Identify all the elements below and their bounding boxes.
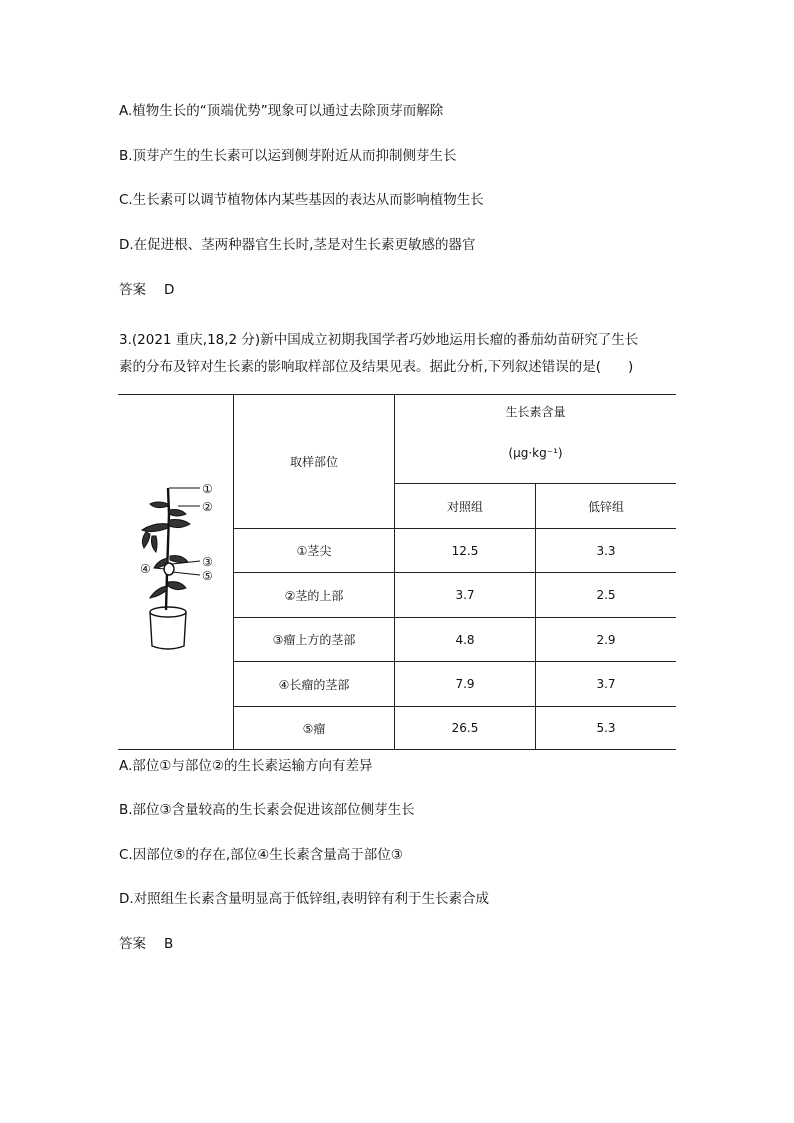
option-b: B.顶芽产生的生长素可以运到侧芽附近从而抑制侧芽生长 — [119, 148, 457, 164]
header-content: 生长素含量 — [505, 404, 566, 419]
row-control: 12.5 — [451, 543, 479, 558]
row-control: 7.9 — [455, 677, 475, 691]
row-lowzinc: 2.9 — [596, 632, 616, 647]
row-site: ①茎尖 — [296, 544, 332, 558]
header-lowzinc: 低锌组 — [587, 499, 624, 514]
row-site: ⑤瘤 — [302, 721, 326, 736]
label-1: ① — [202, 482, 213, 496]
row-control: 26.5 — [451, 721, 479, 735]
label-2: ② — [202, 500, 213, 514]
question-3-line-2: 素的分布及锌对生长素的影响取样部位及结果见表。据此分析,下列叙述错误的是( ) — [119, 359, 634, 375]
answer-value: B — [164, 936, 174, 952]
row-lowzinc: 3.3 — [596, 543, 616, 558]
row-control: 3.7 — [455, 588, 475, 602]
label-4: ④ — [140, 562, 151, 576]
header-unit: (μg·kg⁻¹) — [508, 446, 563, 460]
label-3: ③ — [202, 555, 213, 569]
option-a: A.植物生长的“顶端优势”现象可以通过去除顶芽而解除 — [119, 103, 444, 119]
row-site: ②茎的上部 — [284, 588, 344, 603]
question-3 — [119, 327, 679, 381]
row-site: ③瘤上方的茎部 — [272, 633, 356, 647]
question-3-line-1: 3.(2021 重庆,18,2 分)新中国成立初期我国学者巧妙地运用长瘤的番茄幼苗研究了生长 — [119, 332, 639, 348]
tomato-seedling-illustration — [128, 474, 228, 654]
option-d: D.在促进根、茎两种器官生长时,茎是对生长素更敏感的器官 — [119, 237, 476, 253]
row-lowzinc: 2.5 — [596, 588, 616, 602]
header-site: 取样部位 — [289, 454, 338, 469]
row-control: 4.8 — [455, 632, 475, 647]
q3-option-c: C.因部位⑤的存在,部位④生长素含量高于部位③ — [119, 847, 403, 863]
option-c: C.生长素可以调节植物体内某些基因的表达从而影响植物生长 — [119, 192, 484, 208]
q3-option-d: D.对照组生长素含量明显高于低锌组,表明锌有利于生长素合成 — [119, 891, 489, 907]
row-site: ④长瘤的茎部 — [278, 677, 350, 692]
label-5: ⑤ — [202, 569, 213, 583]
answer-label: 答案 — [119, 282, 146, 298]
row-lowzinc: 3.7 — [596, 677, 616, 691]
answer-label: 答案 — [119, 936, 146, 952]
header-control: 对照组 — [446, 499, 483, 514]
q3-option-a: A.部位①与部位②的生长素运输方向有差异 — [119, 758, 373, 774]
q3-option-b: B.部位③含量较高的生长素会促进该部位侧芽生长 — [119, 802, 415, 818]
answer-2 — [119, 934, 173, 954]
answer-value: D — [164, 282, 175, 298]
row-lowzinc: 5.3 — [596, 721, 616, 735]
answer-1 — [119, 280, 174, 300]
